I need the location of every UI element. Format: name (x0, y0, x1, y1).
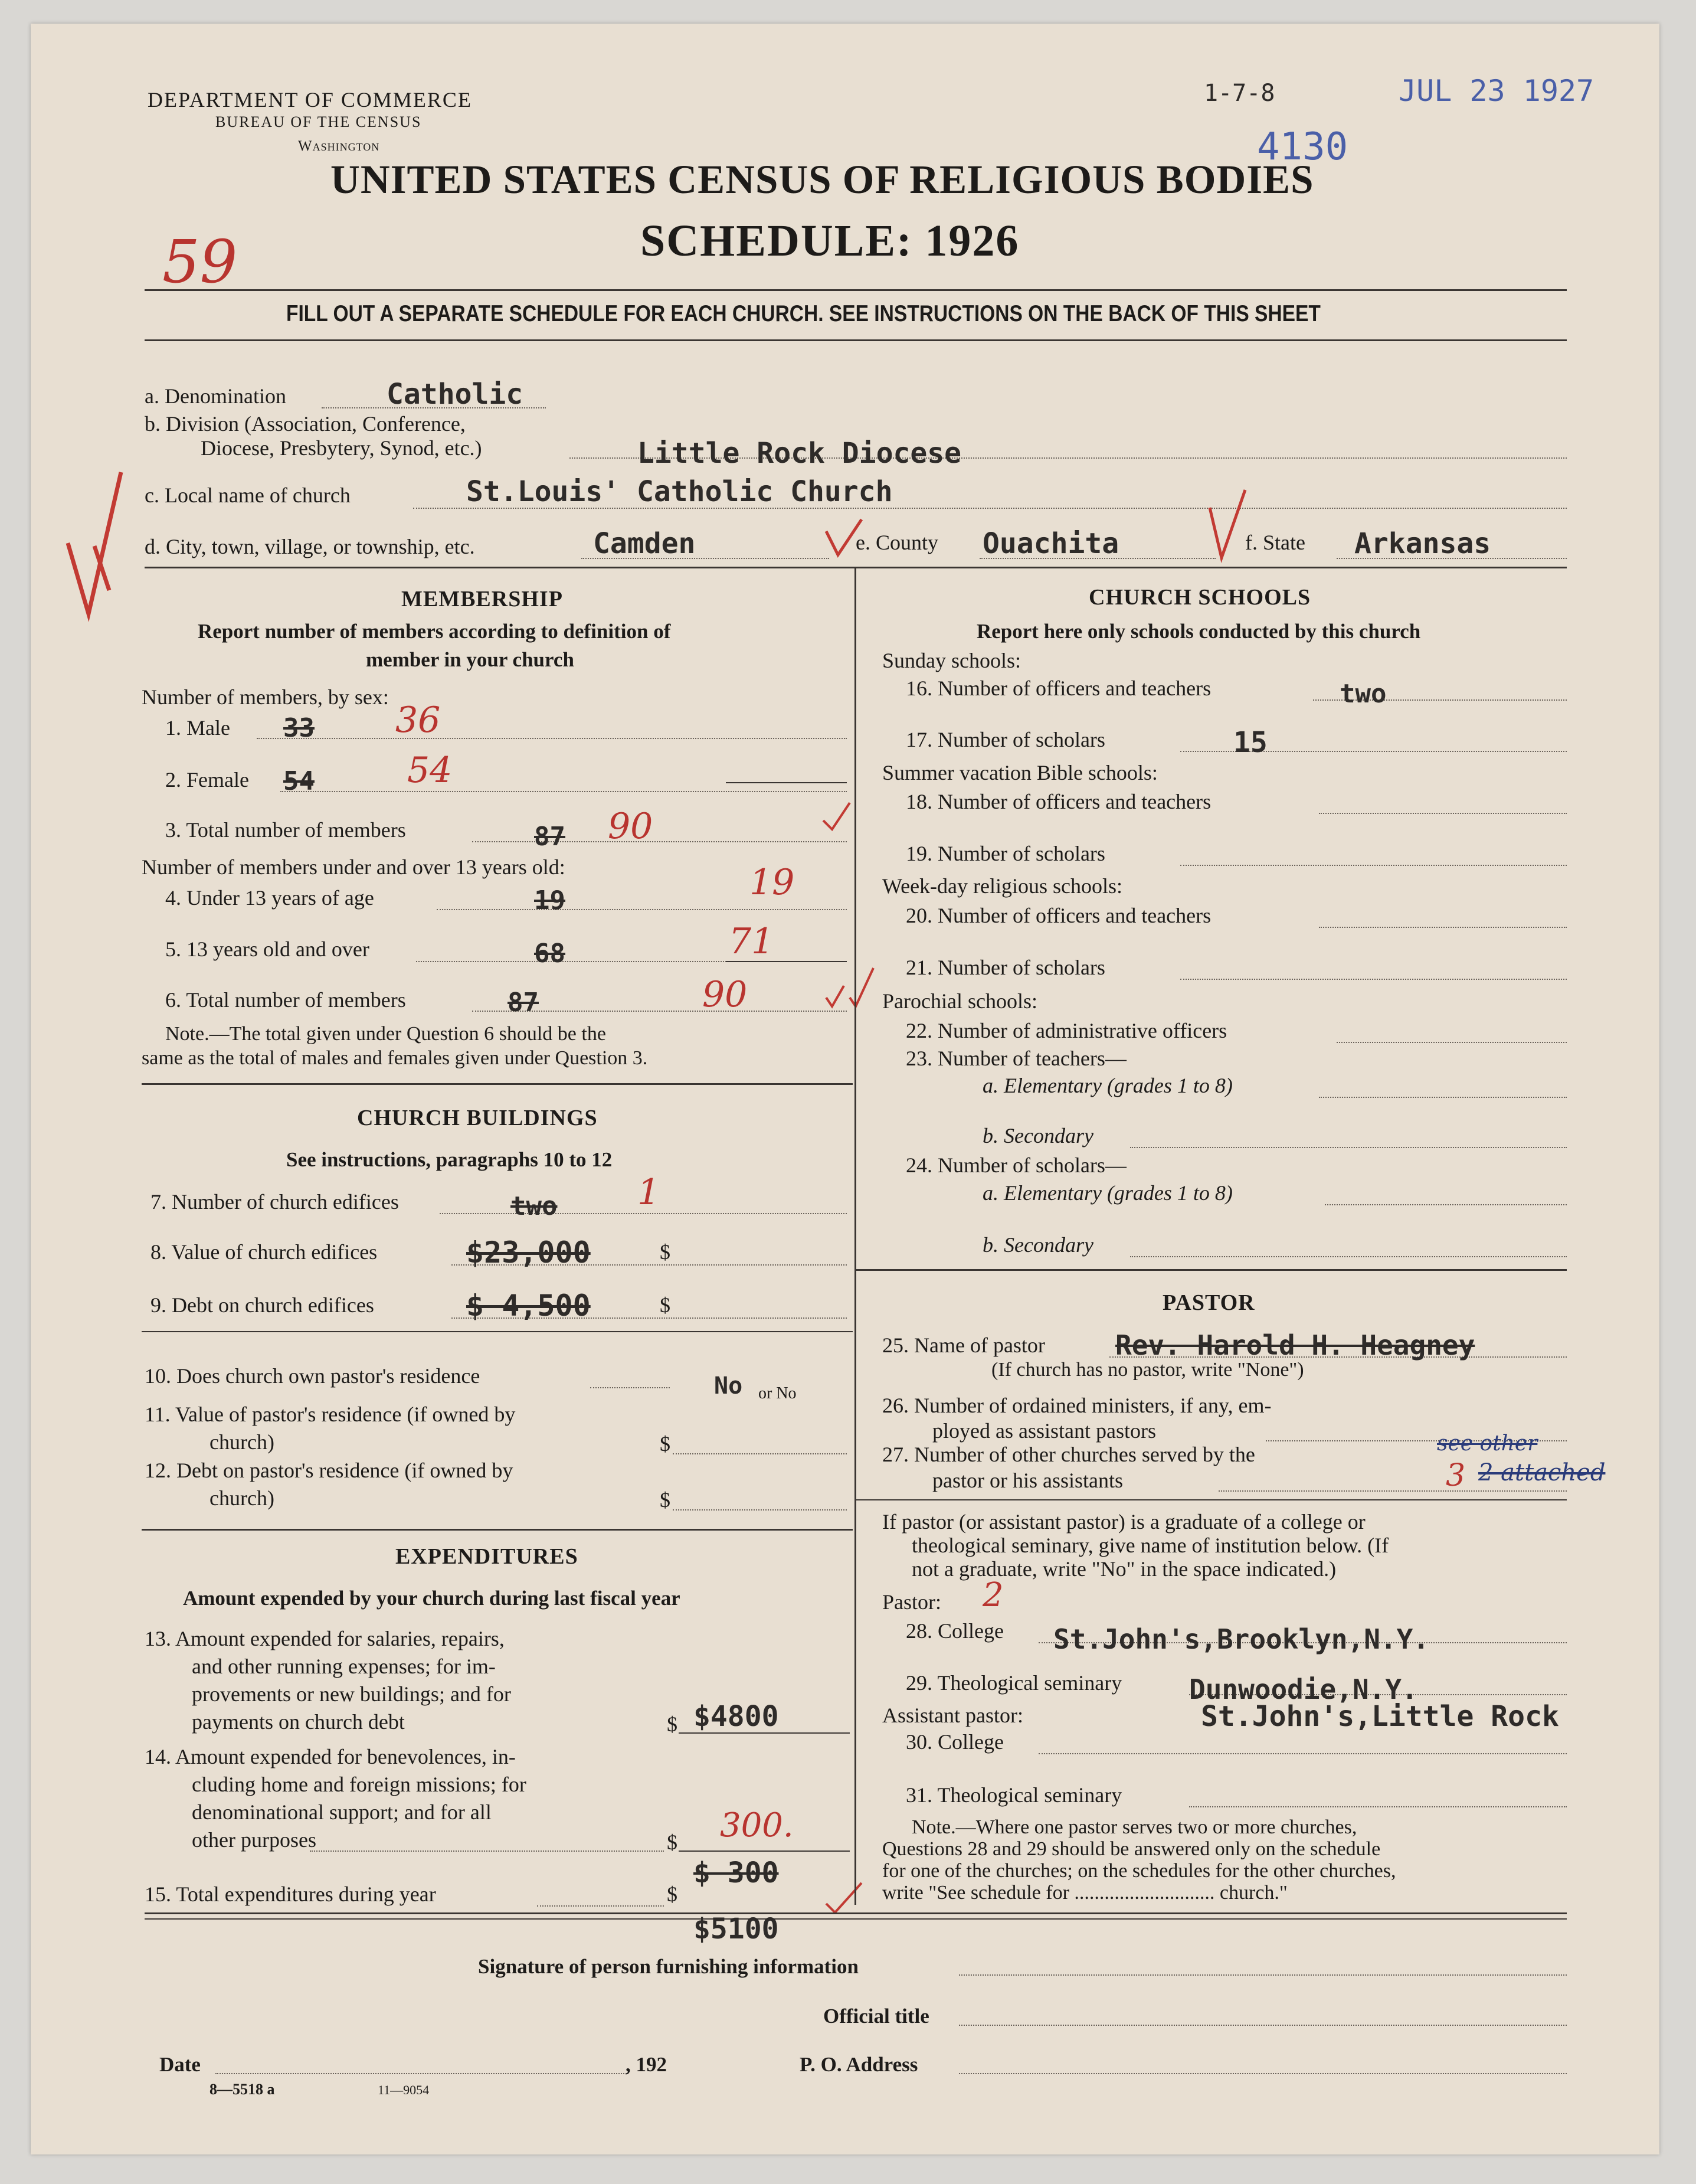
q7-handwritten: 1 (637, 1172, 660, 1213)
q10-label: 10. Does church own pastor's residence (145, 1364, 480, 1388)
q13-value: $4800 (693, 1700, 779, 1733)
q13-line-2: and other running expenses; for im- (192, 1655, 496, 1678)
q16-label: 16. Number of officers and teachers (906, 676, 1212, 700)
pastor-hand-number: 2 (983, 1576, 1004, 1614)
pastor-note-3: for one of the churches; on the schedules for the other churches, (882, 1860, 1396, 1882)
sunday-schools-label: Sunday schools: (882, 649, 1021, 672)
q19-label: 19. Number of scholars (906, 842, 1105, 865)
q3-handwritten: 90 (608, 806, 653, 847)
q14-line-1: 14. Amount expended for benevolences, in- (145, 1745, 516, 1768)
q9-label: 9. Debt on church edifices (150, 1293, 374, 1317)
membership-rule (142, 1083, 853, 1085)
q31-label: 31. Theological seminary (906, 1783, 1122, 1807)
q11-label-2: church) (209, 1430, 274, 1454)
q10-line (590, 1387, 670, 1388)
form-instruction: FILL OUT A SEPARATE SCHEDULE FOR EACH CHURCH. SEE INSTRUCTIONS ON THE BACK OF THIS SHEET (286, 301, 1321, 326)
q12-label-2: church) (209, 1486, 274, 1510)
state-label: f. State (1245, 531, 1305, 554)
division-label: b. Division (Association, Conference, (145, 412, 466, 436)
q20-label: 20. Number of officers and teachers (906, 904, 1212, 927)
q2-typed: 54 (283, 766, 315, 796)
q1-handwritten: 36 (395, 699, 441, 741)
expenditures-rule-2 (145, 1918, 1567, 1920)
q24a-label: a. Elementary (grades 1 to 8) (983, 1181, 1233, 1205)
file-number-stamp: 4130 (1257, 125, 1348, 169)
q25-note: (If church has no pastor, write "None") (991, 1359, 1304, 1381)
q15-line (537, 1905, 664, 1907)
q30-line (1039, 1753, 1567, 1754)
q13-line-4: payments on church debt (192, 1710, 405, 1734)
q14-handwritten: 300. (720, 1806, 794, 1845)
membership-note-1: Note.—The total given under Question 6 should be the (165, 1023, 606, 1045)
q8-label: 8. Value of church edifices (150, 1240, 378, 1264)
membership-subtitle-2: member in your church (366, 648, 574, 671)
q27-line (1219, 1490, 1567, 1492)
q10-answer: No (714, 1372, 743, 1400)
department-heading: DEPARTMENT OF COMMERCE (148, 88, 472, 112)
q1-line (257, 738, 847, 739)
q27-label-2: pastor or his assistants (932, 1469, 1123, 1492)
q3-label: 3. Total number of members (165, 818, 406, 842)
q8-typed: $23,000 (466, 1235, 591, 1270)
q4-line (437, 909, 847, 910)
q18-label: 18. Number of officers and teachers (906, 790, 1212, 813)
graduate-note-1: If pastor (or assistant pastor) is a graduate of a college or (882, 1510, 1366, 1534)
church-name-value: St.Louis' Catholic Church (466, 475, 893, 508)
buildings-subtitle: See instructions, paragraphs 10 to 12 (286, 1148, 613, 1171)
q15-label: 15. Total expenditures during year (145, 1882, 436, 1906)
date-label: Date (159, 2053, 201, 2076)
pastor-note-2: Questions 28 and 29 should be answered only on the schedule (882, 1838, 1381, 1860)
q17-value: 15 (1233, 726, 1268, 759)
q5-sum-rule (726, 961, 847, 962)
pastor-label: Pastor: (882, 1590, 942, 1614)
q24-label: 24. Number of scholars— (906, 1153, 1127, 1177)
membership-title: MEMBERSHIP (401, 587, 563, 612)
q23-label: 23. Number of teachers— (906, 1047, 1127, 1070)
file-code: 1-7-8 (1204, 80, 1275, 107)
pastor-title: PASTOR (1163, 1290, 1255, 1315)
schools-title: CHURCH SCHOOLS (1089, 585, 1311, 610)
q11-label: 11. Value of pastor's residence (if owned by (145, 1402, 516, 1426)
q14-line-3: denominational support; and for all (192, 1800, 492, 1824)
q6-label: 6. Total number of members (165, 988, 406, 1012)
schedule-title: SCHEDULE: 1926 (640, 216, 1020, 266)
q4-typed: 19 (534, 885, 565, 916)
q29-value: Dunwoodie,N.Y. (1189, 1673, 1418, 1705)
q26-label: 26. Number of ordained ministers, if any, em- (882, 1394, 1272, 1417)
q14-line-2: cluding home and foreign missions; for (192, 1773, 526, 1796)
q19-line (1180, 865, 1567, 866)
q27-rule (856, 1499, 1567, 1500)
q2-handwritten: 54 (407, 750, 453, 791)
signature-line (959, 1974, 1567, 1976)
schools-subtitle: Report here only schools conducted by this church (977, 620, 1421, 643)
q23a-line (1319, 1097, 1567, 1098)
expenditures-rule (145, 1912, 1567, 1914)
q29-label: 29. Theological seminary (906, 1671, 1122, 1695)
q13-dollar: $ (667, 1712, 677, 1736)
q9-rule (142, 1331, 853, 1332)
q7-line (440, 1213, 847, 1214)
form-number: 8—5518 a (209, 2081, 275, 2098)
q9-dollar: $ (660, 1293, 670, 1317)
members-by-age-label: Number of members under and over 13 years old: (142, 855, 565, 879)
q11-line (673, 1453, 847, 1454)
q14-value-rule (679, 1850, 850, 1852)
q21-label: 21. Number of scholars (906, 956, 1105, 979)
q5-handwritten: 71 (729, 921, 774, 962)
members-by-sex-label: Number of members, by sex: (142, 685, 389, 709)
church-name-label: c. Local name of church (145, 483, 351, 507)
schools-rule (856, 1269, 1567, 1271)
q8-dollar: $ (660, 1240, 670, 1264)
q2-sum-rule (726, 782, 847, 783)
q1-typed: 33 (283, 713, 315, 743)
q2-line (280, 791, 847, 792)
q17-label: 17. Number of scholars (906, 728, 1105, 751)
q3-line (472, 841, 847, 842)
q26-label-2: ployed as assistant pastors (932, 1419, 1156, 1443)
expenditures-title: EXPENDITURES (395, 1544, 578, 1569)
form-title: UNITED STATES CENSUS OF RELIGIOUS BODIES (330, 157, 1314, 202)
buildings-title: CHURCH BUILDINGS (357, 1106, 598, 1130)
q13-line-1: 13. Amount expended for salaries, repairs, (145, 1627, 505, 1650)
q25-value: Rev. Harold H. Heagney (1115, 1329, 1475, 1361)
q28-label: 28. College (906, 1619, 1004, 1643)
q11-dollar: $ (660, 1432, 670, 1456)
county-value: Ouachita (983, 527, 1119, 560)
q21-line (1180, 979, 1567, 980)
q23b-label: b. Secondary (983, 1124, 1093, 1147)
q16-value: two (1340, 679, 1387, 709)
q2-label: 2. Female (165, 768, 249, 792)
buildings-rule (142, 1529, 853, 1531)
q14-line (310, 1850, 664, 1852)
q24b-label: b. Secondary (983, 1233, 1093, 1257)
division-value: Little Rock Diocese (637, 437, 962, 470)
address-line (959, 2073, 1567, 2074)
city-label: d. City, town, village, or township, etc. (145, 535, 475, 558)
q22-line (1337, 1042, 1567, 1043)
q9-typed: $ 4,500 (466, 1289, 591, 1323)
city-value: Camden (593, 527, 696, 560)
date-line (215, 2073, 628, 2074)
q12-dollar: $ (660, 1488, 670, 1512)
q10-choice: or No (758, 1384, 797, 1402)
q27-hand-value: 3 (1446, 1458, 1466, 1493)
q4-label: 4. Under 13 years of age (165, 886, 374, 910)
summer-schools-label: Summer vacation Bible schools: (882, 761, 1158, 784)
denomination-label: a. Denomination (145, 384, 286, 408)
q20-line (1319, 927, 1567, 928)
column-divider (854, 568, 856, 1905)
pastor-note-1: Note.—Where one pastor serves two or more churches, (912, 1816, 1357, 1838)
q15-value: $5100 (693, 1912, 779, 1946)
q6-handwritten: 90 (702, 974, 748, 1015)
division-label-2: Diocese, Presbytery, Synod, etc.) (201, 436, 482, 460)
bureau-heading: BUREAU OF THE CENSUS (215, 113, 422, 130)
q23a-label: a. Elementary (grades 1 to 8) (983, 1074, 1233, 1097)
q28-value: St.John's,Brooklyn,N.Y. (1053, 1623, 1429, 1655)
q3-typed: 87 (534, 822, 565, 852)
assistant-pastor-label: Assistant pastor: (882, 1704, 1023, 1727)
q24b-line (1130, 1256, 1567, 1257)
handwritten-number: 59 (162, 227, 238, 296)
q5-typed: 68 (534, 939, 565, 969)
q27-label: 27. Number of other churches served by the (882, 1443, 1255, 1466)
q4-handwritten: 19 (749, 862, 795, 903)
graduate-note-3: not a graduate, write "No" in the space indicated.) (912, 1557, 1337, 1581)
q7-label: 7. Number of church edifices (150, 1190, 399, 1214)
parochial-schools-label: Parochial schools: (882, 989, 1037, 1013)
q14-line-4: other purposes (192, 1828, 316, 1852)
address-label: P. O. Address (800, 2053, 918, 2076)
county-label: e. County (856, 531, 938, 554)
q15-dollar: $ (667, 1882, 677, 1906)
q14-dollar: $ (667, 1830, 677, 1854)
official-title-label: Official title (823, 2005, 929, 2028)
q27-hand-struck: see other (1437, 1431, 1538, 1456)
q22-label: 22. Number of administrative officers (906, 1019, 1227, 1042)
q25-label: 25. Name of pastor (882, 1333, 1045, 1357)
denomination-value: Catholic (387, 378, 523, 411)
q18-line (1319, 813, 1567, 814)
q27-hand-struck-2: 2 attached (1478, 1459, 1606, 1486)
q24a-line (1325, 1204, 1567, 1205)
q14-typed: $ 300 (693, 1856, 779, 1889)
expenditures-subtitle: Amount expended by your church during last fiscal year (183, 1587, 680, 1610)
membership-note-2: same as the total of males and females given under Question 3. (142, 1047, 648, 1069)
q5-label: 5. 13 years old and over (165, 937, 369, 961)
q7-typed: two (510, 1191, 558, 1221)
assistant-pastor-value: St.John's,Little Rock (1201, 1700, 1559, 1733)
graduate-note-2: theological seminary, give name of institution below. (If (912, 1534, 1389, 1557)
q23b-line (1130, 1147, 1567, 1148)
date-year: , 192 (626, 2053, 667, 2076)
official-title-line (959, 2025, 1567, 2026)
q31-line (1189, 1806, 1567, 1807)
state-value: Arkansas (1354, 527, 1491, 560)
q12-label: 12. Debt on pastor's residence (if owned by (145, 1459, 513, 1482)
city-heading: Washington (298, 138, 380, 154)
print-number: 11—9054 (378, 2082, 430, 2097)
q30-label: 30. College (906, 1730, 1004, 1754)
q13-line-3: provements or new buildings; and for (192, 1682, 511, 1706)
q1-label: 1. Male (165, 716, 230, 740)
received-date-stamp: JUL 23 1927 (1399, 74, 1594, 108)
membership-subtitle-1: Report number of members according to definition of (198, 620, 671, 643)
weekday-schools-label: Week-day religious schools: (882, 874, 1123, 898)
signature-label: Signature of person furnishing information (478, 1955, 859, 1978)
pastor-note-4: write "See schedule for ............................ church." (882, 1882, 1288, 1904)
q12-line (673, 1509, 847, 1511)
q6-typed: 87 (508, 988, 539, 1018)
